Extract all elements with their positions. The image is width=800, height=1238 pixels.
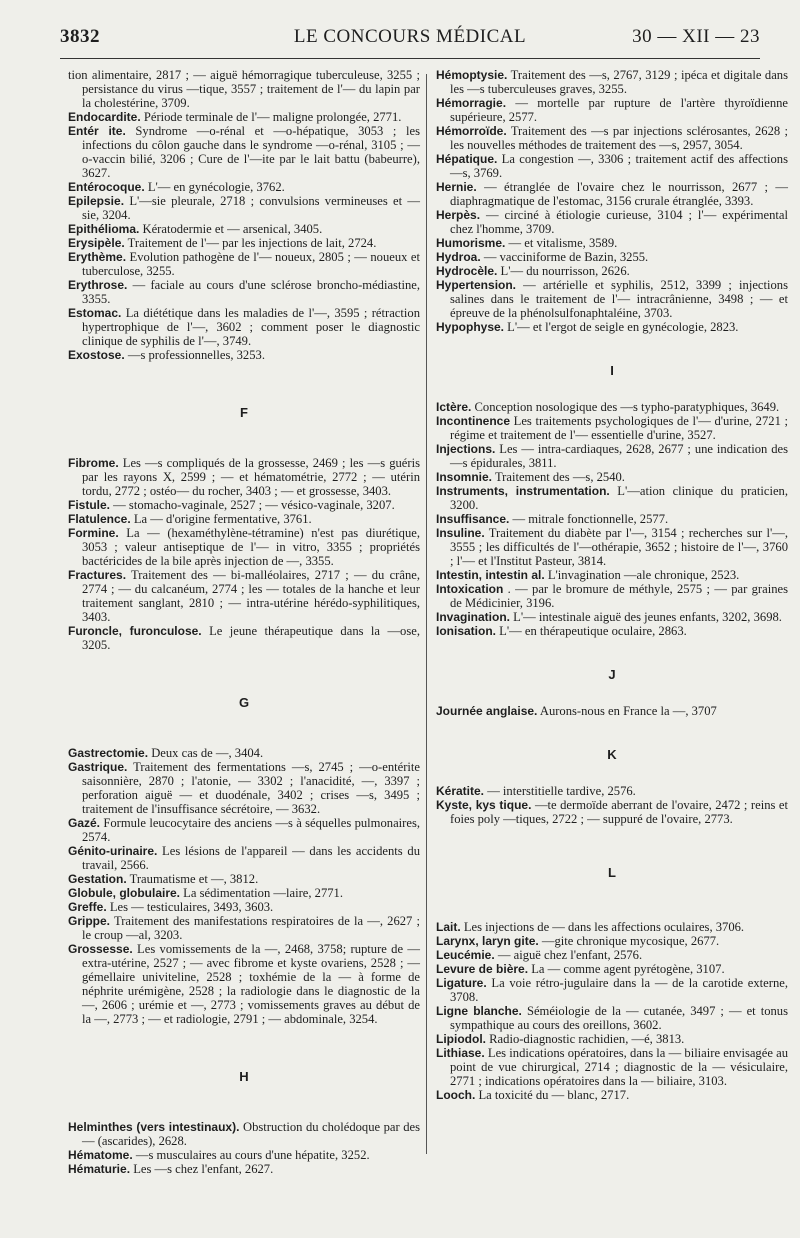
index-entry	[436, 948, 788, 962]
entry-references: — artérielle et syphilis, 2512, 3399 ; injections salines dans le traitement de l'— intracrânienne, 3498 ; — et épreuve de la phénolsulfonaphtaléine, 3703.	[450, 278, 788, 320]
entry-references: Traitement des — bi-malléolaires, 2717 ; — du crâne, 2774 ; — du calcanéum, 2774 ; les — totales de la hanche et leur traitement sanglant, 2810 ; — intra-utérine hérédo-syphilitiques, 3403.	[82, 568, 420, 624]
index-entry	[68, 1120, 420, 1148]
entry-headword: Gastrectomie.	[68, 746, 149, 760]
entry-headword: Insuffisance.	[436, 512, 510, 526]
entry-references: Les traitements psychologiques de l'— d'urine, 2721 ; régime et traitement de l'— essentielle d'urine, 3527.	[450, 414, 788, 442]
index-entry	[436, 1088, 788, 1102]
entry-headword: Estomac.	[68, 306, 122, 320]
entry-references: . — par le bromure de méthyle, 2575 ; — par graines de Médicinier, 3196.	[450, 582, 788, 610]
index-entry	[436, 1046, 788, 1088]
entry-headword: Hydrocèle.	[436, 264, 498, 278]
index-entry	[436, 96, 788, 124]
entry-headword: Lipiodol.	[436, 1032, 486, 1046]
entry-headword: Furoncle, furonculose.	[68, 624, 202, 638]
entry-references: Traitement des manifestations respiratoires de la —, 2627 ; le croup —al, 3203.	[82, 914, 421, 942]
entry-references: Période terminale de l'— maligne prolongée, 2771.	[143, 110, 402, 124]
entry-headword: Grossesse.	[68, 942, 133, 956]
index-entry	[436, 568, 788, 582]
entry-headword: Endocardite.	[68, 110, 141, 124]
index-entry	[436, 180, 788, 208]
index-entry	[436, 582, 788, 610]
entry-headword: Hémorragie.	[436, 96, 507, 110]
section-letter: I	[610, 363, 614, 378]
entry-headword: Hématurie.	[68, 1162, 131, 1176]
entry-references: La congestion —, 3306 ; traitement actif des affections —s, 3769.	[450, 152, 788, 180]
entry-references: Traitement des —s, 2540.	[494, 470, 625, 484]
entry-headword: Invagination.	[436, 610, 511, 624]
entry-references: Radio-diagnostic rachidien, —é, 3813.	[489, 1032, 685, 1046]
entry-headword: Helminthes (vers intestinaux).	[68, 1120, 240, 1134]
index-entry	[436, 512, 788, 526]
index-entry	[436, 124, 788, 152]
entry-references: —gite chronique mycosique, 2677.	[541, 934, 720, 948]
entry-references: —te dermoïde aberrant de l'ovaire, 2472 ; reins et foies poly —tiques, 2722 ; — suppuré de l'ovaire, 2773.	[450, 798, 788, 826]
entry-references: Traitement de l'— par les injections de lait, 2724.	[127, 236, 377, 250]
entry-references: L'— en thérapeutique oculaire, 2863.	[499, 624, 687, 638]
entry-headword: Entérocoque.	[68, 180, 145, 194]
entry-references: tion alimentaire, 2817 ; — aiguë hémorragique tuberculeuse, 3255 ; persistance du virus —tique, 3557 ; traitement de l'— du lapin par la cholestérine, 3709.	[68, 68, 420, 110]
entry-references: Les vomissements de la —, 2468, 3758; rupture de — extra-utérine, 2527 ; — avec fibrome et kyste ovariens, 2528 ; — gémellaire univiteline, 2528 ; toxhémie de la — à forme de néphrite urémigène, 2528 ; la radiologie dans le diagnostic de la —, 2606 ; urémie et —, 2773 ; vomissements graves au début de la —, 2773 ; — et radiologie, 2791 ; — abdominale, 3254.	[82, 942, 420, 1026]
entry-headword: Fistule.	[68, 498, 111, 512]
index-entry	[436, 442, 788, 470]
index-entry	[436, 320, 788, 334]
entry-references: Les lésions de l'appareil — dans les accidents du travail, 2566.	[82, 844, 420, 872]
section-letter: G	[238, 695, 250, 710]
index-entry	[68, 512, 420, 526]
entry-headword: Leucémie.	[436, 948, 495, 962]
entry-references: Les injections de — dans les affections oculaires, 3706.	[463, 920, 745, 934]
entry-references: L'— intestinale aiguë des jeunes enfants, 3202, 3698.	[513, 610, 782, 624]
entry-headword: Flatulence.	[68, 512, 131, 526]
entry-references: — interstitielle tardive, 2576.	[487, 784, 636, 798]
entry-references: Kératodermie et — arsenical, 3405.	[142, 222, 323, 236]
index-entry	[68, 914, 420, 942]
index-entry	[68, 568, 420, 624]
entry-headword: Gazé.	[68, 816, 101, 830]
entry-headword: Hypophyse.	[436, 320, 505, 334]
entry-headword: Erythème.	[68, 250, 127, 264]
entry-references: L'— du nourrisson, 2626.	[500, 264, 630, 278]
page-header	[60, 26, 760, 52]
index-entry	[68, 456, 420, 498]
index-entry	[436, 976, 788, 1004]
entry-headword: Fractures.	[68, 568, 127, 582]
entry-references: La — (hexaméthylène-tétramine) n'est pas diurétique, 3053 ; valeur antiseptique de l'— in vitro, 3355 ; propriétés bactéricides de la bile après injection de —, 3355.	[82, 526, 420, 568]
entry-headword: Insomnie.	[436, 470, 493, 484]
index-entry	[68, 498, 420, 512]
index-entry	[436, 526, 788, 568]
entry-headword: Lithiase.	[436, 1046, 485, 1060]
entry-headword: Hydroa.	[436, 250, 481, 264]
index-entry	[436, 250, 788, 264]
index-entry	[436, 962, 788, 976]
entry-references: Evolution pathogène de l'— noueux, 2805 ; — noueux et tuberculose, 3255.	[82, 250, 420, 278]
entry-headword: Kératite.	[436, 784, 485, 798]
index-entry	[436, 784, 788, 798]
entry-headword: Injections.	[436, 442, 496, 456]
index-entry	[68, 1148, 420, 1162]
index-entry	[436, 704, 788, 718]
entry-headword: Hématome.	[68, 1148, 133, 1162]
section-letter: K	[607, 747, 617, 762]
section-letter: J	[608, 667, 616, 682]
entry-references: — et vitalisme, 3589.	[508, 236, 618, 250]
index-entry	[68, 194, 420, 222]
entry-headword: Incontinence	[436, 414, 511, 428]
index-entry	[436, 400, 788, 414]
entry-references: Aurons-nous en France la —, 3707	[539, 704, 717, 718]
index-entry	[68, 746, 420, 760]
index-entry	[68, 306, 420, 348]
index-entry	[436, 414, 788, 442]
index-entry	[68, 110, 420, 124]
entry-references: — mortelle par rupture de l'artère thyroïdienne supérieure, 2577.	[450, 96, 789, 124]
entry-headword: Humorisme.	[436, 236, 506, 250]
index-entry	[436, 208, 788, 236]
index-entry	[68, 124, 420, 180]
entry-headword: Insuline.	[436, 526, 485, 540]
entry-references: L'—ation clinique du praticien, 3200.	[450, 484, 789, 512]
index-entry	[436, 278, 788, 320]
entry-headword: Hypertension.	[436, 278, 517, 292]
index-entry	[68, 526, 420, 568]
entry-headword: Erythrose.	[68, 278, 128, 292]
entry-references: — aiguë chez l'enfant, 2576.	[497, 948, 643, 962]
index-entry	[436, 610, 788, 624]
entry-headword: Ligne blanche.	[436, 1004, 522, 1018]
entry-headword: Kyste, kys tique.	[436, 798, 532, 812]
entry-references: —s musculaires au cours d'une hépatite, 3252.	[135, 1148, 370, 1162]
entry-headword: Hémoptysie.	[436, 68, 508, 82]
entry-references: Les indications opératoires, dans la — biliaire envisagée au point de vue chirurgical, 2714 ; diagnostic de la — vésiculaire, 2771 ; indications opératoires dans la — biliaire, 3103.	[450, 1046, 788, 1088]
entry-headword: Intoxication	[436, 582, 504, 596]
entry-references: La diététique dans les maladies de l'—, 3595 ; rétraction hypertrophique de l'—, 3602 ; comment poser le diagnostic clinique de syphilis de l'—, 3749.	[82, 306, 420, 348]
entry-headword: Ionisation.	[436, 624, 496, 638]
journal-title: LE CONCOURS MÉDICAL	[293, 26, 527, 47]
index-entry	[436, 1032, 788, 1046]
entry-headword: Levure de bière.	[436, 962, 529, 976]
entry-headword: Génito-urinaire.	[68, 844, 158, 858]
entry-references: Traitement du diabète par l'—, 3154 ; recherches sur l'—, 3555 ; les difficultés de l'—othérapie, 3652 ; histoire de l'—, 3760 ; l'— et l'Institut Pasteur, 3814.	[450, 526, 789, 568]
entry-headword: Intestin, intestin al.	[436, 568, 545, 582]
entry-headword: Lait.	[436, 920, 461, 934]
index-entry	[68, 1162, 420, 1176]
index-entry	[68, 278, 420, 306]
index-entry	[436, 624, 788, 638]
entry-headword: Epithélioma.	[68, 222, 140, 236]
entry-headword: Hernie.	[436, 180, 477, 194]
entry-headword: Entér ite.	[68, 124, 126, 138]
entry-references: — mitrale fonctionnelle, 2577.	[512, 512, 669, 526]
entry-headword: Greffe.	[68, 900, 107, 914]
column-divider	[426, 74, 427, 1154]
entry-references: Traumatisme et —, 3812.	[129, 872, 259, 886]
index-entry	[68, 872, 420, 886]
entry-headword: Erysipèle.	[68, 236, 125, 250]
entry-references: La voie rétro-jugulaire dans la — de la carotide externe, 3708.	[450, 976, 788, 1004]
index-entry	[68, 236, 420, 250]
entry-headword: Gestation.	[68, 872, 127, 886]
entry-references: L'— et l'ergot de seigle en gynécologie, 2823.	[507, 320, 739, 334]
entry-references: Deux cas de —, 3404.	[151, 746, 264, 760]
entry-references: — stomacho-vaginale, 2527 ; — vésico-vaginale, 3207.	[113, 498, 395, 512]
entry-references: L'invagination —ale chronique, 2523.	[547, 568, 740, 582]
entry-references: —s professionnelles, 3253.	[127, 348, 265, 362]
entry-references: La toxicité du — blanc, 2717.	[478, 1088, 630, 1102]
entry-references: — étranglée de l'ovaire chez le nourrisson, 2677 ; — diaphragmatique de l'estomac, 3156 crurale étranglée, 3393.	[450, 180, 788, 208]
entry-references: Les —s chez l'enfant, 2627.	[133, 1162, 274, 1176]
right-column	[436, 68, 788, 1102]
entry-references: Obstruction du cholédoque par des — (ascarides), 2628.	[82, 1120, 420, 1148]
entry-headword: Looch.	[436, 1088, 476, 1102]
entry-references: Conception nosologique des —s typho-paratyphiques, 3649.	[474, 400, 780, 414]
entry-references: Formule leucocytaire des anciens —s à séquelles pulmonaires, 2574.	[82, 816, 420, 844]
header-rule	[60, 58, 760, 59]
entry-references: — vacciniforme de Bazin, 3255.	[483, 250, 649, 264]
entry-references: La sédimentation —laire, 2771.	[183, 886, 343, 900]
page-number: 3832	[60, 26, 100, 47]
index-entry	[436, 934, 788, 948]
index-entry	[68, 222, 420, 236]
index-entry-continued	[68, 68, 420, 110]
left-column	[68, 68, 420, 1176]
entry-references: Traitement des —s, 2767, 3129 ; ipéca et digitale dans les —s tuberculeuses graves, 3255.	[450, 68, 789, 96]
entry-references: Les — testiculaires, 3493, 3603.	[109, 900, 274, 914]
index-entry	[436, 470, 788, 484]
index-entry	[68, 886, 420, 900]
entry-headword: Formine.	[68, 526, 119, 540]
entry-headword: Ictère.	[436, 400, 472, 414]
entry-headword: Exostose.	[68, 348, 125, 362]
index-entry	[436, 68, 788, 96]
entry-references: — faciale au cours d'une sclérose broncho-médiastine, 3355.	[82, 278, 420, 306]
entry-headword: Epilepsie.	[68, 194, 125, 208]
section-letter: H	[239, 1069, 249, 1084]
entry-headword: Gastrique.	[68, 760, 128, 774]
entry-headword: Journée anglaise.	[436, 704, 538, 718]
entry-headword: Globule, globulaire.	[68, 886, 181, 900]
entry-references: Syndrome —o-rénal et —o-hépatique, 3053 ; les infections du côlon gauche dans le syndrome —o-rénal, 3105 ; —o-vaccin bilié, 3206 ; Cure de l'—ite par le lait battu (babeurre), 3627.	[82, 124, 420, 180]
index-entry	[68, 348, 420, 362]
index-entry	[436, 1004, 788, 1032]
entry-headword: Herpès.	[436, 208, 481, 222]
entry-headword: Instruments, instrumentation.	[436, 484, 610, 498]
entry-references: Le jeune thérapeutique dans la —ose, 3205.	[82, 624, 420, 652]
entry-references: La — comme agent pyrétogène, 3107.	[531, 962, 725, 976]
index-entry	[68, 180, 420, 194]
index-entry	[436, 236, 788, 250]
entry-headword: Grippe.	[68, 914, 111, 928]
entry-references: Les —s compliqués de la grossesse, 2469 ; les —s guéris par les rayons X, 2599 ; — et hématométrie, 2772 ; — utérin tordu, 2772 ; ostéo— du rocher, 3403 ; — et grossesse, 3403.	[82, 456, 420, 498]
index-entry	[68, 844, 420, 872]
entry-headword: Fibrome.	[68, 456, 119, 470]
index-entry	[68, 816, 420, 844]
index-entry	[68, 942, 420, 1026]
index-entry	[436, 798, 788, 826]
section-letter: F	[240, 405, 248, 420]
entry-references: Séméiologie de la — cutanée, 3497 ; — et tonus sympathique au cours des oreillons, 3602.	[450, 1004, 788, 1032]
index-entry	[68, 624, 420, 652]
index-entry	[68, 900, 420, 914]
entry-headword: Ligature.	[436, 976, 487, 990]
section-letter: L	[608, 865, 616, 880]
entry-headword: Larynx, laryn gite.	[436, 934, 539, 948]
entry-references: Traitement des fermentations —s, 2745 ; —o-entérite saisonnière, 2870 ; l'atonie, — 3302 ; l'anacidité, —, 3397 ; perforation aiguë — et duodénale, 3402 ; crises —s, 3495 ; traitement de l'insuffisance sécrétoire, — 3632.	[82, 760, 420, 816]
entry-references: L'— en gynécologie, 3762.	[147, 180, 285, 194]
entry-references: L'—sie pleurale, 2718 ; convulsions vermineuses et —sie, 3204.	[82, 194, 420, 222]
index-entry	[436, 920, 788, 934]
entry-references: Traitement des —s par injections sclérosantes, 2628 ; les nouvelles méthodes de traitement des —s, 2957, 3054.	[450, 124, 789, 152]
entry-headword: Hépatique.	[436, 152, 498, 166]
index-entry	[68, 760, 420, 816]
index-entry	[436, 264, 788, 278]
index-entry	[436, 484, 788, 512]
index-entry	[436, 152, 788, 180]
entry-headword: Hémorroïde.	[436, 124, 507, 138]
entry-references: — circiné à étiologie curieuse, 3104 ; l'— expérimental chez l'homme, 3709.	[450, 208, 788, 236]
issue-number: 30 — XII — 23	[632, 26, 760, 47]
entry-references: La — d'origine fermentative, 3761.	[133, 512, 312, 526]
index-entry	[68, 250, 420, 278]
entry-references: Les — intra-cardiaques, 2628, 2677 ; une indication des —s épidurales, 3811.	[450, 442, 788, 470]
